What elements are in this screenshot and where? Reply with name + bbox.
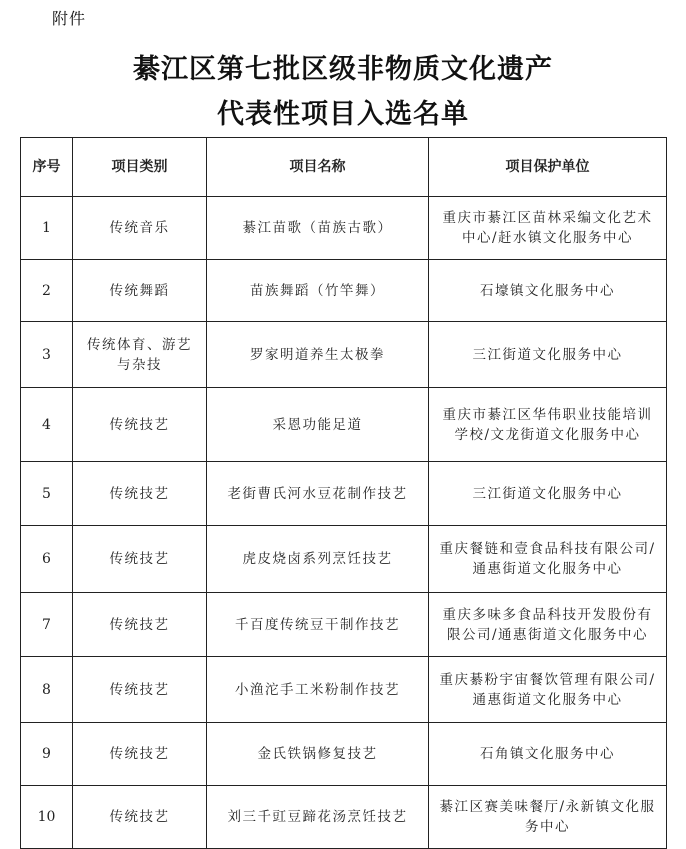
cell-unit-line: 中心/赶水镇文化服务中心 [461, 230, 634, 246]
cell-unit-line: 重庆市綦江区苗林采编文化艺术 [442, 210, 653, 226]
table-row [21, 260, 667, 322]
table-body [21, 197, 667, 849]
cell-unit-line: 限公司/通惠街道文化服务中心 [446, 626, 649, 643]
cell-name: 刘三千豇豆蹄花汤烹饪技艺 [207, 786, 429, 849]
cell-unit [429, 462, 667, 526]
table-row [21, 462, 667, 526]
cell-name: 小渔沱手工米粉制作技艺 [207, 657, 429, 723]
cell-unit [429, 723, 667, 786]
cell-category-line: 与杂技 [117, 356, 162, 373]
table-row [21, 388, 667, 462]
cell-category-line: 传统技艺 [109, 485, 170, 502]
cell-name: 綦江苗歌（苗族古歌） [207, 197, 429, 260]
header-name: 项目名称 [207, 138, 429, 197]
table-row [21, 657, 667, 723]
heritage-project-table [20, 137, 667, 849]
cell-unit [429, 593, 667, 657]
cell-category-line: 传统技艺 [109, 551, 170, 567]
cell-index: 2 [21, 260, 73, 322]
cell-category [73, 657, 207, 723]
header-category: 项目类别 [73, 138, 207, 197]
cell-name: 千百度传统豆干制作技艺 [207, 593, 429, 657]
cell-index: 4 [21, 388, 73, 462]
cell-unit [429, 526, 667, 593]
header-index: 序号 [21, 138, 73, 197]
cell-index: 5 [21, 462, 73, 526]
cell-index: 10 [21, 786, 73, 849]
cell-category-line: 传统技艺 [109, 809, 170, 825]
cell-unit [429, 260, 667, 322]
cell-category [73, 526, 207, 593]
cell-index: 1 [21, 197, 73, 260]
cell-unit-line: 重庆市綦江区华伟职业技能培训 [442, 406, 653, 423]
document-title-line-1: 綦江区第七批区级非物质文化遗产 [133, 54, 553, 85]
cell-category [73, 260, 207, 322]
cell-unit [429, 786, 667, 849]
cell-category-line: 传统音乐 [109, 220, 170, 236]
cell-unit [429, 197, 667, 260]
cell-category-line: 传统技艺 [109, 616, 170, 633]
table-row [21, 723, 667, 786]
cell-index: 8 [21, 657, 73, 723]
cell-unit-line: 綦江区赛美味餐厅/永新镇文化服 [439, 799, 656, 815]
cell-category-line: 传统技艺 [109, 416, 170, 433]
cell-unit [429, 322, 667, 388]
cell-index: 9 [21, 723, 73, 786]
cell-category [73, 723, 207, 786]
cell-unit-line: 重庆多味多食品科技开发股份有 [442, 606, 653, 623]
cell-unit-line: 通惠街道文化服务中心 [472, 561, 623, 577]
attachment-label: 附件 [52, 9, 87, 28]
cell-category-line: 传统舞蹈 [109, 282, 170, 299]
cell-category-line: 传统体育、游艺 [87, 336, 192, 353]
cell-name: 罗家明道养生太极拳 [207, 322, 429, 388]
cell-unit [429, 388, 667, 462]
cell-name: 苗族舞蹈（竹竿舞） [207, 260, 429, 322]
cell-unit-line: 三江街道文化服务中心 [472, 346, 623, 363]
cell-category [73, 462, 207, 526]
cell-category [73, 786, 207, 849]
cell-index: 3 [21, 322, 73, 388]
cell-category [73, 593, 207, 657]
table-header-row [21, 138, 667, 197]
document-title-line-2: 代表性项目入选名单 [217, 99, 469, 130]
cell-category-line: 传统技艺 [109, 681, 170, 698]
cell-unit-line: 三江街道文化服务中心 [472, 485, 623, 502]
cell-unit-line: 重庆綦粉宇宙餐饮管理有限公司/ [439, 671, 656, 688]
cell-unit-line: 学校/文龙街道文化服务中心 [454, 426, 641, 443]
cell-unit-line: 石角镇文化服务中心 [480, 746, 615, 762]
cell-index: 7 [21, 593, 73, 657]
table-row [21, 322, 667, 388]
table-row [21, 786, 667, 849]
cell-unit-line: 石壕镇文化服务中心 [480, 282, 615, 299]
header-unit: 项目保护单位 [429, 138, 667, 197]
cell-unit-line: 重庆餐链和壹食品科技有限公司/ [439, 541, 656, 557]
cell-index: 6 [21, 526, 73, 593]
cell-name: 金氏铁锅修复技艺 [207, 723, 429, 786]
cell-category [73, 322, 207, 388]
cell-category [73, 197, 207, 260]
cell-name: 虎皮烧卤系列烹饪技艺 [207, 526, 429, 593]
cell-unit [429, 657, 667, 723]
cell-category [73, 388, 207, 462]
cell-unit-line: 务中心 [525, 819, 570, 835]
table-row [21, 197, 667, 260]
table-row [21, 593, 667, 657]
cell-name: 采恩功能足道 [207, 388, 429, 462]
cell-unit-line: 通惠街道文化服务中心 [472, 691, 623, 708]
table-row [21, 526, 667, 593]
cell-category-line: 传统技艺 [109, 746, 170, 762]
cell-name: 老街曹氏河水豆花制作技艺 [207, 462, 429, 526]
